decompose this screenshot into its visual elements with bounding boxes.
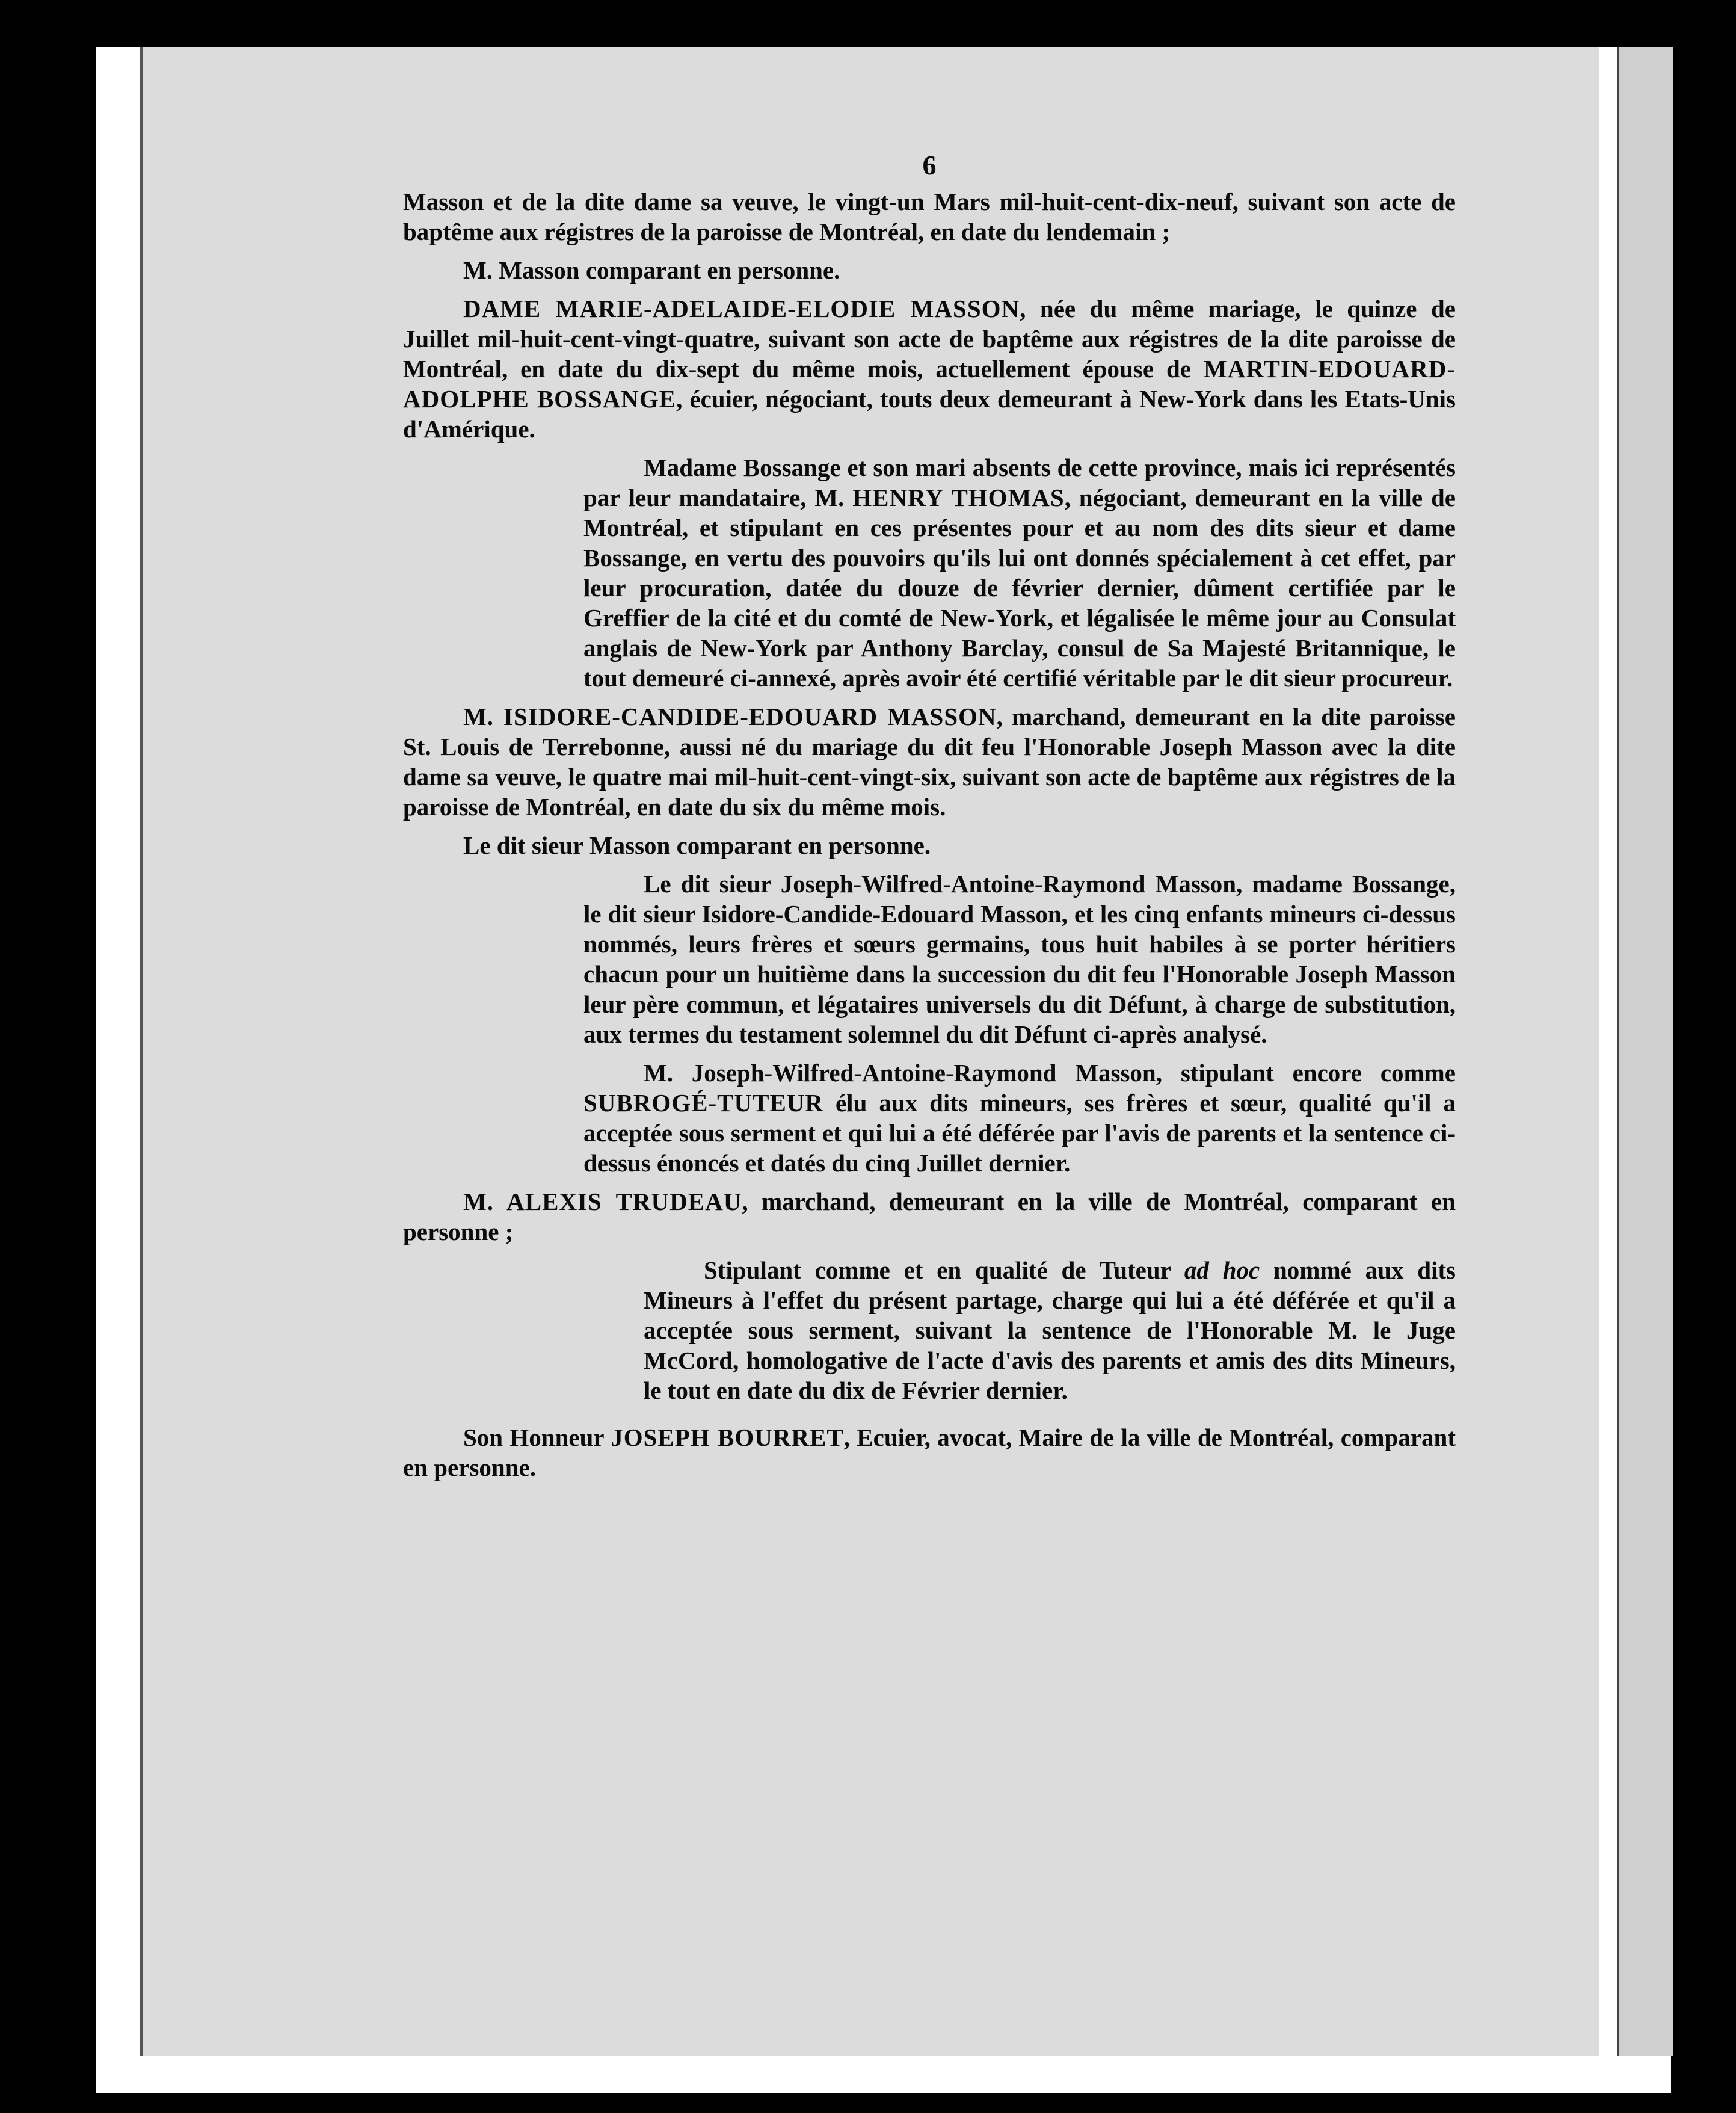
paragraph-11 bbox=[403, 1422, 1456, 1482]
paragraph-3-text-a: , née du même mariage, le quinze de Juillet mil-huit-cent-vingt-quatre, suivant son acte de baptême aux régistres de la dite paroisse de Montréal, en date du dix-sept du même mois, actuellement épouse de bbox=[403, 295, 1456, 383]
paragraph-10-text-b: nommé aux dits Mineurs à l'effet du présent partage, charge qui lui a été déférée et qu'il a acceptée sous serment, suivant la sentence de l'Honorable M. le Juge McCord, homologative de l'acte d'avis des parents et amis des dits Mineurs, le tout en date du dix de Février dernier. bbox=[644, 1256, 1456, 1404]
paragraph-10 bbox=[644, 1255, 1456, 1405]
adjacent-page-edge bbox=[1617, 47, 1673, 2056]
paragraph-7: Le dit sieur Joseph-Wilfred-Antoine-Raymond Masson, madame Bossange, le dit sieur Isidore-Candide-Edouard Masson, et les cinq enfants mineurs ci-dessus nommés, leurs frères et sœurs germains, tous huit habiles à se porter héritiers chacun pour un huitième dans la succession du dit feu l'Honorable Joseph Masson leur père commun, et légataires universels du dit Défunt, à charge de substitution, aux termes du testament solemnel du dit Défunt ci-après analysé. bbox=[583, 870, 1456, 1048]
document-text bbox=[403, 150, 1456, 1482]
paragraph-8 bbox=[583, 1058, 1456, 1178]
page-number: 6 bbox=[922, 150, 937, 180]
paragraph-11-text-b: , Ecuier, avocat, Maire de la ville de Montréal, comparant en personne. bbox=[403, 1424, 1456, 1481]
paragraph-11-text-a: Son Honneur bbox=[463, 1424, 611, 1451]
name-henry-thomas: HENRY THOMAS bbox=[852, 484, 1065, 511]
paragraph-4-text-a: Madame Bossange et son mari absents de cette province, mais ici représentés par leur mandataire, M. bbox=[583, 454, 1456, 511]
paragraph-9-text: , marchand, demeurant en la ville de Montréal, comparant en personne ; bbox=[403, 1188, 1456, 1245]
subroge-tuteur: SUBROGÉ-TUTEUR bbox=[583, 1089, 824, 1117]
paragraph-5-text: , marchand, demeurant en la dite paroisse St. Louis de Terrebonne, aussi né du mariage du dit feu l'Honorable Joseph Masson avec la dite dame sa veuve, le quatre mai mil-huit-cent-vingt-six, suivant son acte de baptême aux régistres de la paroisse de Montréal, en date du six du même mois. bbox=[403, 703, 1456, 821]
paragraph-9 bbox=[403, 1186, 1456, 1247]
name-isidore: M. ISIDORE-CANDIDE-EDOUARD MASSON bbox=[463, 703, 997, 730]
ad-hoc: ad hoc bbox=[1184, 1256, 1260, 1284]
paragraph-4-text-b: , négociant, demeurant en la ville de Montréal, et stipulant en ces présentes pour et au nom des dits sieur et dame Bossange, en vertu des pouvoirs qu'ils lui ont donnés spécialement à cet effet, par leur procuration, datée du douze de février dernier, dûment certifiée par le Greffier de la cité et du comté de New-York, et légalisée le même jour au Consulat anglais de New-York par Anthony Barclay, consul de Sa Majesté Britannique, le tout demeuré ci-annexé, après avoir été certifié véritable par le dit sieur procureur. bbox=[583, 484, 1456, 692]
paragraph-3-text-b: , écuier, négociant, touts deux demeurant à New-York dans les Etats-Unis d'Amérique. bbox=[403, 385, 1456, 443]
paragraph-4 bbox=[583, 452, 1456, 693]
paragraph-10-text-a: Stipulant comme et en qualité de Tuteur bbox=[704, 1256, 1184, 1284]
paragraph-1: Masson et de la dite dame sa veuve, le vingt-un Mars mil-huit-cent-dix-neuf, suivant son acte de baptême aux régistres de la paroisse de Montréal, en date du lendemain ; bbox=[403, 188, 1456, 245]
paragraph-3 bbox=[403, 294, 1456, 444]
name-marie-adelaide: DAME MARIE-ADELAIDE-ELODIE MASSON bbox=[463, 295, 1020, 322]
name-joseph-bourret: JOSEPH BOURRET bbox=[611, 1424, 844, 1451]
paragraph-6: Le dit sieur Masson comparant en personne. bbox=[463, 831, 931, 859]
paragraph-8-text-b: élu aux dits mineurs, ses frères et sœur, qualité qu'il a acceptée sous serment et qui lui a été déférée par l'avis de parents et la sentence ci-dessus énoncés et datés du cinq Juillet dernier. bbox=[583, 1089, 1456, 1177]
paragraph-5 bbox=[403, 702, 1456, 822]
name-bossange: MARTIN-EDOUARD-ADOLPHE BOSSANGE bbox=[403, 355, 1456, 413]
paragraph-2: M. Masson comparant en personne. bbox=[463, 256, 840, 284]
name-alexis-trudeau: M. ALEXIS TRUDEAU bbox=[463, 1188, 742, 1215]
paragraph-8-text-a: M. Joseph-Wilfred-Antoine-Raymond Masson, stipulant encore comme bbox=[644, 1059, 1456, 1087]
